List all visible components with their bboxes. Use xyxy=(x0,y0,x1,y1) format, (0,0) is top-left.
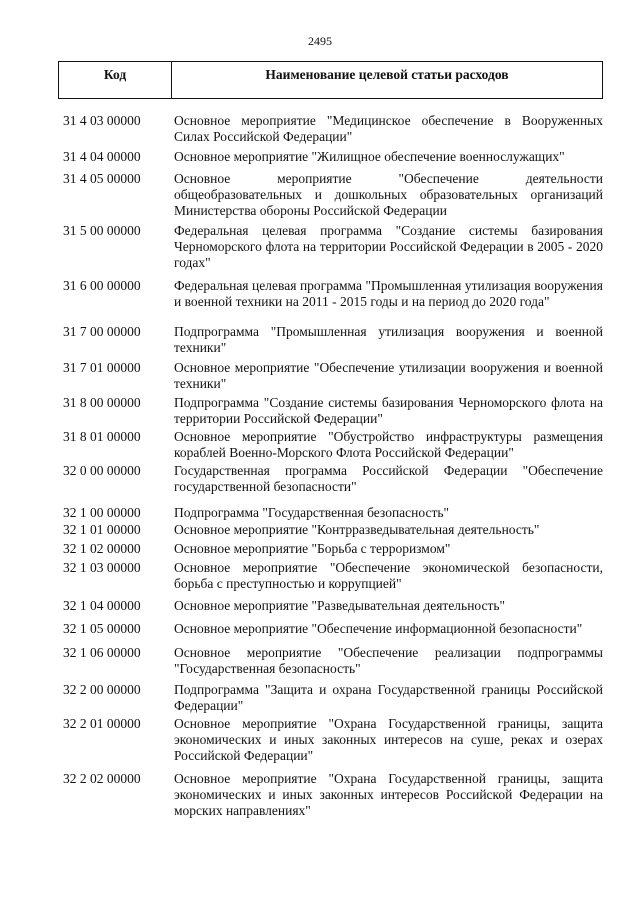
row-name: Основное мероприятие "Обеспечение реализации подпрограммы "Государственная безопасность" xyxy=(174,645,603,676)
row-name: Подпрограмма "Защита и охрана Государственной границы Российской Федерации" xyxy=(174,682,603,713)
row-name: Основное мероприятие "Жилищное обеспечение военнослужащих" xyxy=(174,149,565,164)
row-code: 32 1 03 00000 xyxy=(63,560,141,575)
table-row xyxy=(58,645,603,682)
table-body xyxy=(58,113,603,823)
row-code: 31 5 00 00000 xyxy=(63,223,141,238)
row-code: 31 8 01 00000 xyxy=(63,429,141,444)
table-row xyxy=(58,621,603,645)
row-code: 31 7 00 00000 xyxy=(63,324,141,339)
row-name: Основное мероприятие "Медицинское обеспечение в Вооруженных Силах Российской Федерации" xyxy=(174,113,603,144)
row-code: 32 1 05 00000 xyxy=(63,621,141,636)
row-code: 32 1 00 00000 xyxy=(63,505,141,520)
table-row xyxy=(58,463,603,505)
row-code: 32 0 00 00000 xyxy=(63,463,141,478)
table-row xyxy=(58,522,603,541)
row-name: Основное мероприятие "Обеспечение экономической безопасности, борьба с преступностью и коррупцией" xyxy=(174,560,603,591)
page-number: 2495 xyxy=(308,34,332,48)
header-code: Код xyxy=(59,62,172,98)
row-name: Основное мероприятие "Контрразведывательная деятельность" xyxy=(174,522,540,537)
row-name: Основное мероприятие "Борьба с терроризмом" xyxy=(174,541,451,556)
row-code: 32 1 04 00000 xyxy=(63,598,141,613)
row-name: Основное мероприятие "Обеспечение информационной безопасности" xyxy=(174,621,583,636)
row-name: Основное мероприятие "Охрана Государственной границы, защита экономических и иных законных интересов на суше, реках и озерах Российской Федерации" xyxy=(174,716,603,763)
row-code: 32 2 01 00000 xyxy=(63,716,141,731)
row-code: 31 4 03 00000 xyxy=(63,113,141,128)
row-code: 31 4 04 00000 xyxy=(63,149,141,164)
table-row xyxy=(58,682,603,716)
row-name: Федеральная целевая программа "Промышленная утилизация вооружения и военной техники на 2011 - 2015 годы и на период до 2020 года" xyxy=(174,278,603,309)
table-row xyxy=(58,716,603,771)
row-name: Основное мероприятие "Обеспечение деятельности общеобразовательных и дошкольных образовательных организаций Министерства обороны Российской Федерации xyxy=(174,171,603,218)
table-row xyxy=(58,278,603,324)
row-code: 31 7 01 00000 xyxy=(63,360,141,375)
table-row xyxy=(58,598,603,621)
table-row xyxy=(58,505,603,522)
table-row xyxy=(58,113,603,149)
table-row xyxy=(58,429,603,463)
row-name: Подпрограмма "Государственная безопасность" xyxy=(174,505,450,520)
table-row xyxy=(58,171,603,223)
row-code: 32 2 00 00000 xyxy=(63,682,141,697)
table-row xyxy=(58,223,603,278)
row-code: 32 2 02 00000 xyxy=(63,771,141,786)
row-code: 32 1 02 00000 xyxy=(63,541,141,556)
row-code: 31 4 05 00000 xyxy=(63,171,141,186)
row-name: Основное мероприятие "Обеспечение утилизации вооружения и военной техники" xyxy=(174,360,603,391)
table-row xyxy=(58,541,603,560)
row-code: 32 1 01 00000 xyxy=(63,522,141,537)
table-row xyxy=(58,560,603,598)
table-row xyxy=(58,149,603,171)
table-header xyxy=(58,61,603,99)
table-row xyxy=(58,360,603,395)
row-name: Государственная программа Российской Федерации "Обеспечение государственной безопасности" xyxy=(174,463,603,494)
row-name: Основное мероприятие "Разведывательная деятельность" xyxy=(174,598,506,613)
row-name: Основное мероприятие "Обустройство инфраструктуры размещения кораблей Военно-Морского Флота Российской Федерации" xyxy=(174,429,603,460)
row-name: Подпрограмма "Создание системы базирования Черноморского флота на территории Российской Федерации" xyxy=(174,395,603,426)
row-code: 31 6 00 00000 xyxy=(63,278,141,293)
table-row xyxy=(58,324,603,360)
row-name: Подпрограмма "Промышленная утилизация вооружения и военной техники" xyxy=(174,324,603,355)
table-row xyxy=(58,771,603,823)
row-name: Федеральная целевая программа "Создание системы базирования Черноморского флота на территории Российской Федерации в 2005 - 2020 годах" xyxy=(174,223,603,270)
row-code: 32 1 06 00000 xyxy=(63,645,141,660)
table-row xyxy=(58,395,603,429)
row-code: 31 8 00 00000 xyxy=(63,395,141,410)
row-name: Основное мероприятие "Охрана Государственной границы, защита экономических и иных законных интересов Российской Федерации на морских направлениях" xyxy=(174,771,603,818)
header-name: Наименование целевой статьи расходов xyxy=(265,67,509,82)
